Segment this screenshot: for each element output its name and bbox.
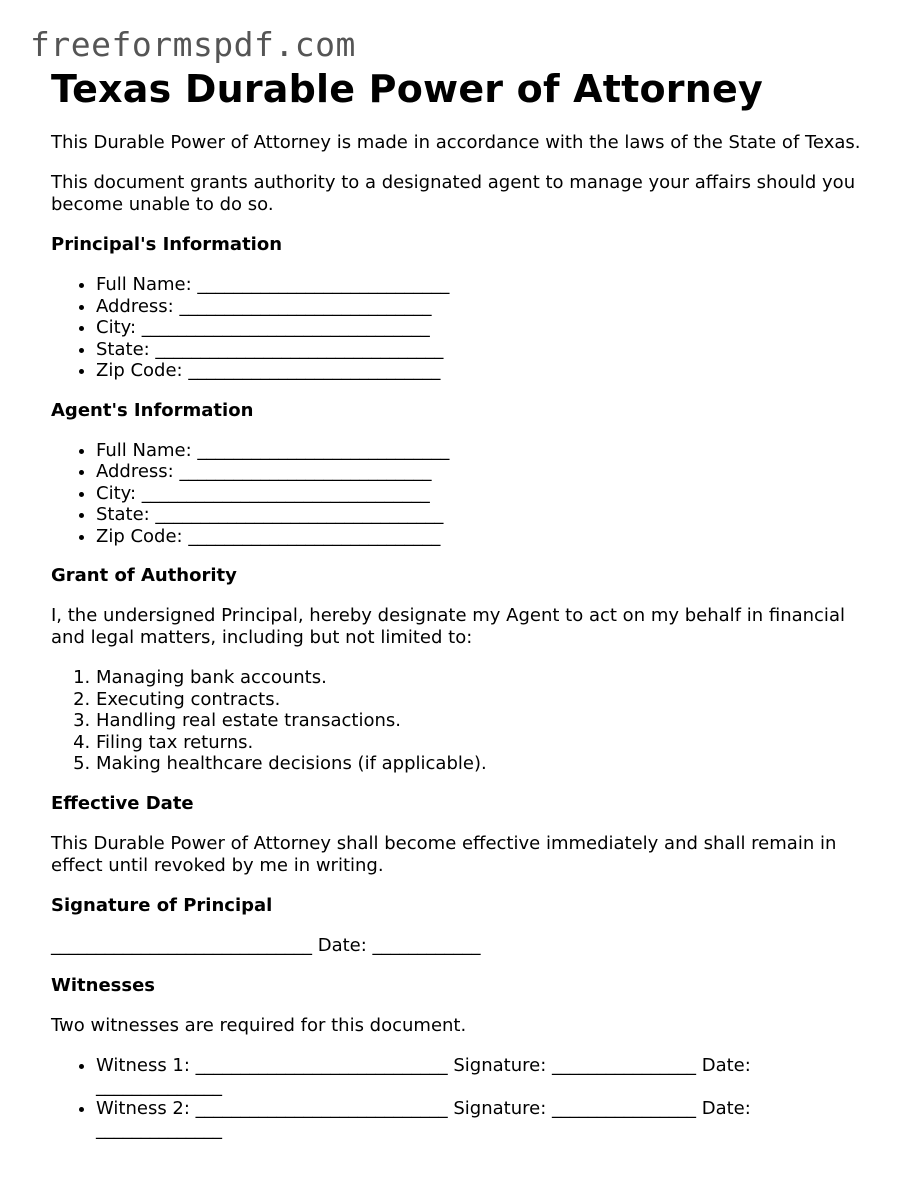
intro-paragraph-2: This document grants authority to a designated agent to manage your affairs should you become unable to do so.	[51, 172, 856, 215]
agent-zip-field[interactable]: • Zip Code: ____________________________	[96, 526, 881, 548]
principal-city-field[interactable]: • City: ________________________________	[96, 317, 881, 339]
authority-text: I, the undersigned Principal, hereby designate my Agent to act on my behalf in financial and legal matters, including but not limited to:	[51, 605, 845, 648]
agent-state-field[interactable]: • State: ________________________________	[96, 504, 881, 526]
agent-city-field[interactable]: • City: ________________________________	[96, 483, 881, 505]
effective-date-text: This Durable Power of Attorney shall become effective immediately and shall remain in effect until revoked by me in writing.	[51, 832, 837, 876]
principal-address-field[interactable]: • Address: ____________________________	[96, 296, 881, 318]
document-body	[51, 66, 881, 1141]
authority-heading: Grant of Authority	[51, 565, 237, 586]
principal-signature-line[interactable]: _____________________________ Date: ____________	[51, 934, 481, 956]
intro-paragraph-1: This Durable Power of Attorney is made in accordance with the laws of the State of Texas.	[51, 132, 861, 153]
agent-full-name-field[interactable]: • Full Name: ____________________________	[96, 440, 881, 462]
authority-item: 3. Handling real estate transactions.	[96, 710, 881, 732]
authority-item: 5. Making healthcare decisions (if applicable).	[96, 753, 881, 775]
witnesses-text: Two witnesses are required for this document.	[51, 1014, 467, 1036]
witnesses-list	[51, 1055, 881, 1141]
signature-heading: Signature of Principal	[51, 894, 273, 916]
witnesses-heading: Witnesses	[51, 974, 156, 996]
principal-zip-field[interactable]: • Zip Code: ____________________________	[96, 360, 881, 382]
page-title: Texas Durable Power of Attorney	[51, 67, 763, 111]
authority-item: 2. Executing contracts.	[96, 689, 881, 711]
authority-item: 4. Filing tax returns.	[96, 732, 881, 754]
agent-address-field[interactable]: • Address: ____________________________	[96, 461, 881, 483]
principal-full-name-field[interactable]: • Full Name: ____________________________	[96, 274, 881, 296]
authority-item: 1. Managing bank accounts.	[96, 667, 881, 689]
principal-fields-list	[51, 274, 881, 382]
principal-heading: Principal's Information	[51, 234, 283, 255]
agent-fields-list	[51, 440, 881, 548]
watermark: freeformspdf.com	[30, 25, 356, 64]
witness-1-line[interactable]: • Witness 1: ____________________________ Signature: ________________ Date: ______________	[96, 1055, 881, 1098]
authority-list	[51, 667, 881, 775]
effective-date-heading: Effective Date	[51, 792, 194, 814]
agent-heading: Agent's Information	[51, 399, 254, 421]
principal-state-field[interactable]: • State: ________________________________	[96, 339, 881, 361]
witness-2-line[interactable]: • Witness 2: ____________________________ Signature: ________________ Date: ______________	[96, 1098, 881, 1141]
